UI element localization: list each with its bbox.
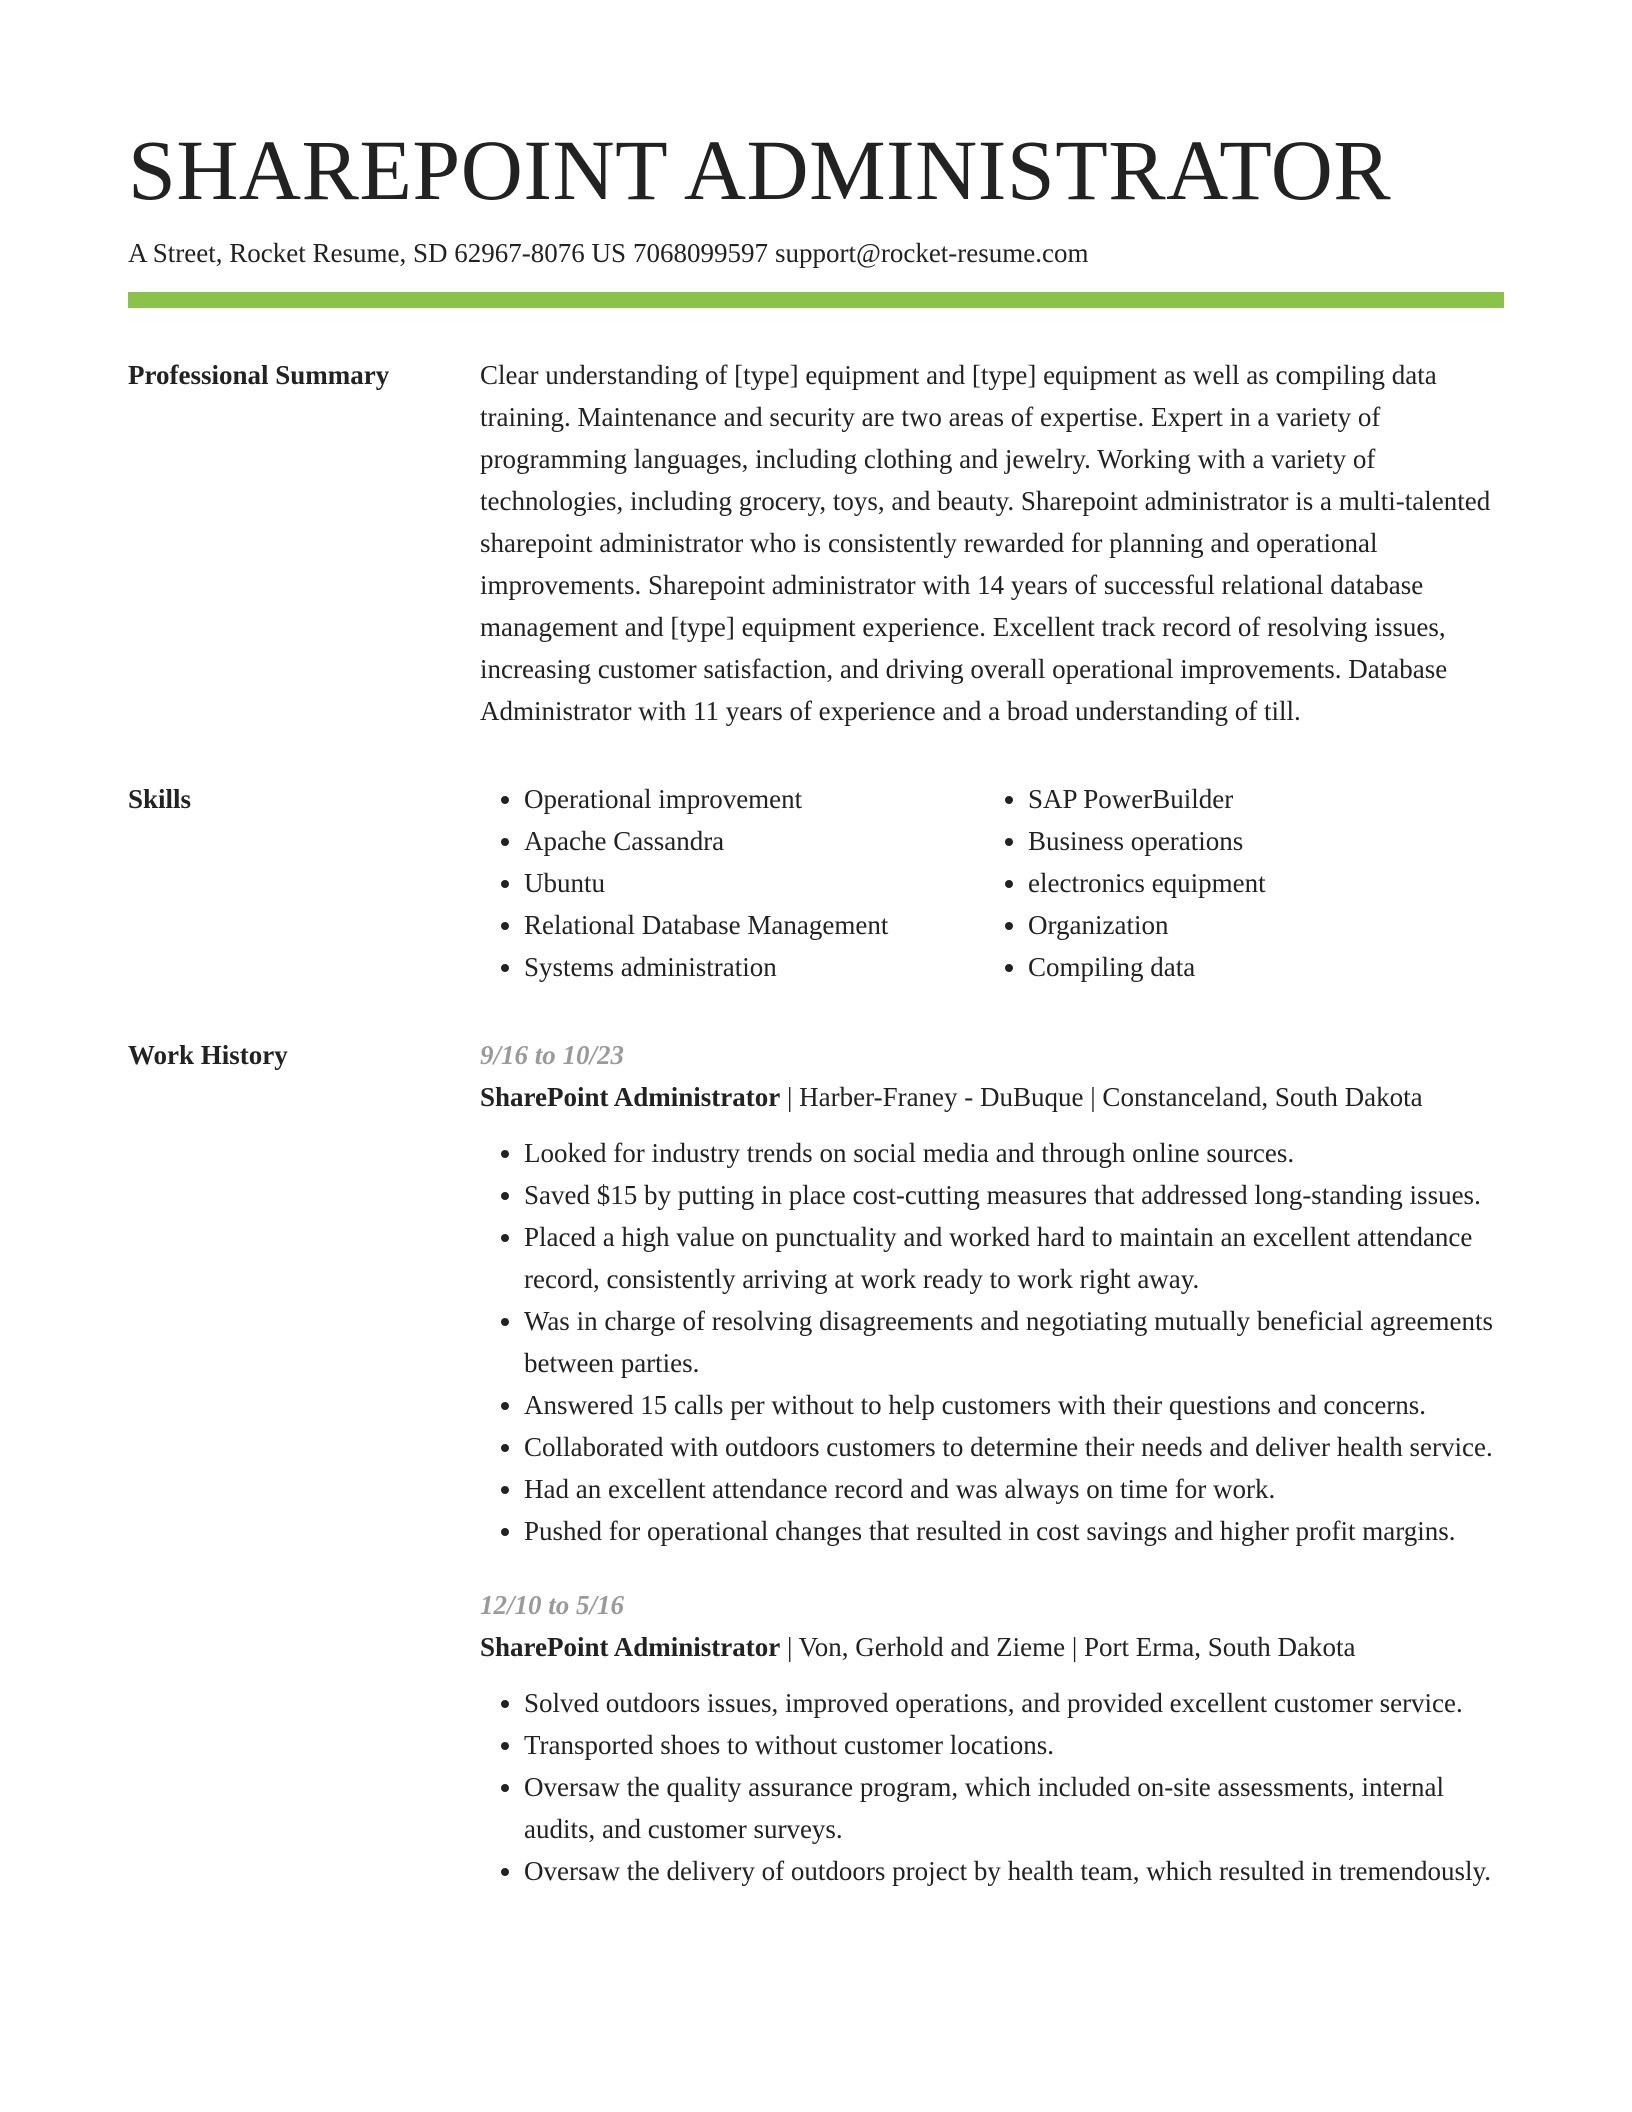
duty-item: • Saved $15 by putting in place cost-cutting measures that addressed long-standing issues.: [524, 1174, 1504, 1216]
job-heading: [480, 1076, 1504, 1118]
job-dates: 9/16 to 10/23: [480, 1040, 625, 1070]
job-entry: [480, 1034, 1504, 1552]
skill-item: • Business operations: [1028, 820, 1488, 862]
summary-section-label: Professional Summary: [128, 360, 390, 390]
skill-item: • SAP PowerBuilder: [1028, 778, 1488, 820]
skill-item: • Ubuntu: [524, 862, 984, 904]
contact-email: support@rocket-resume.com: [774, 238, 1089, 268]
skill-item: • Relational Database Management: [524, 904, 984, 946]
job-entry: [480, 1584, 1504, 1892]
job-dates: 12/10 to 5/16: [480, 1590, 625, 1620]
duty-item: • Transported shoes to without customer locations.: [524, 1724, 1504, 1766]
skills-body: [480, 778, 1504, 988]
summary-section: [128, 358, 1504, 732]
duty-item: • Solved outdoors issues, improved operations, and provided excellent customer service.: [524, 1682, 1504, 1724]
skill-item: • Operational improvement: [524, 778, 984, 820]
job-duties-list: [480, 1132, 1504, 1552]
duty-item: • Pushed for operational changes that resulted in cost savings and higher profit margins.: [524, 1510, 1504, 1552]
skills-section: [128, 782, 1504, 988]
skill-item: • electronics equipment: [1028, 862, 1488, 904]
skills-list-right: [984, 778, 1488, 988]
job-details: | Harber-Franey - DuBuque | Constanceland, South Dakota: [780, 1082, 1423, 1112]
duty-item: • Collaborated with outdoors customers to determine their needs and deliver health service.: [524, 1426, 1504, 1468]
duty-item: • Oversaw the delivery of outdoors project by health team, which resulted in tremendously.: [524, 1850, 1504, 1892]
duty-item: • Placed a high value on punctuality and worked hard to maintain an excellent attendance record, consistently arriving at work ready to work right away.: [524, 1216, 1504, 1300]
job-title: SharePoint Administrator: [480, 1082, 781, 1112]
work-history-section-label: Work History: [128, 1040, 288, 1070]
work-history-body: [480, 1034, 1504, 1892]
summary-text: Clear understanding of [type] equipment and [type] equipment as well as compiling data training. Maintenance and security are two areas of expertise. Expert in a variety of programming languages, including clothing and jewelry. Working with a variety of technologies, including grocery, toys, and beauty. Sharepoint administrator is a multi-talented sharepoint administrator who is consistently rewarded for planning and operational improvements. Sharepoint administrator with 14 years of successful relational database management and [type] equipment experience. Excellent track record of resolving issues, increasing customer satisfaction, and driving overall operational improvements. Database Administrator with 11 years of experience and a broad understanding of till.: [480, 360, 1491, 726]
contact-address: A Street, Rocket Resume, SD 62967-8076 US: [128, 238, 626, 268]
job-heading: [480, 1626, 1504, 1668]
skills-section-label: Skills: [128, 784, 192, 814]
duty-item: • Answered 15 calls per without to help customers with their questions and concerns.: [524, 1384, 1504, 1426]
work-history-section: [128, 1038, 1504, 1892]
job-details: | Von, Gerhold and Zieme | Port Erma, South Dakota: [780, 1632, 1356, 1662]
skill-item: • Systems administration: [524, 946, 984, 988]
skill-item: • Compiling data: [1028, 946, 1488, 988]
resume-name-heading: SHAREPOINT ADMINISTRATOR: [128, 122, 1392, 218]
duty-item: • Had an excellent attendance record and was always on time for work.: [524, 1468, 1504, 1510]
skills-list-left: [480, 778, 984, 988]
skill-item: • Organization: [1028, 904, 1488, 946]
job-title: SharePoint Administrator: [480, 1632, 781, 1662]
contact-phone: 7068099597: [632, 238, 768, 268]
skill-item: • Apache Cassandra: [524, 820, 984, 862]
contact-line: [128, 236, 1504, 270]
duty-item: • Was in charge of resolving disagreements and negotiating mutually beneficial agreements between parties.: [524, 1300, 1504, 1384]
duty-item: • Oversaw the quality assurance program, which included on-site assessments, internal audits, and customer surveys.: [524, 1766, 1504, 1850]
job-duties-list: [480, 1682, 1504, 1892]
duty-item: • Looked for industry trends on social media and through online sources.: [524, 1132, 1504, 1174]
header-divider: [128, 292, 1504, 308]
summary-body: [480, 354, 1504, 732]
resume-page: [128, 0, 1504, 1892]
